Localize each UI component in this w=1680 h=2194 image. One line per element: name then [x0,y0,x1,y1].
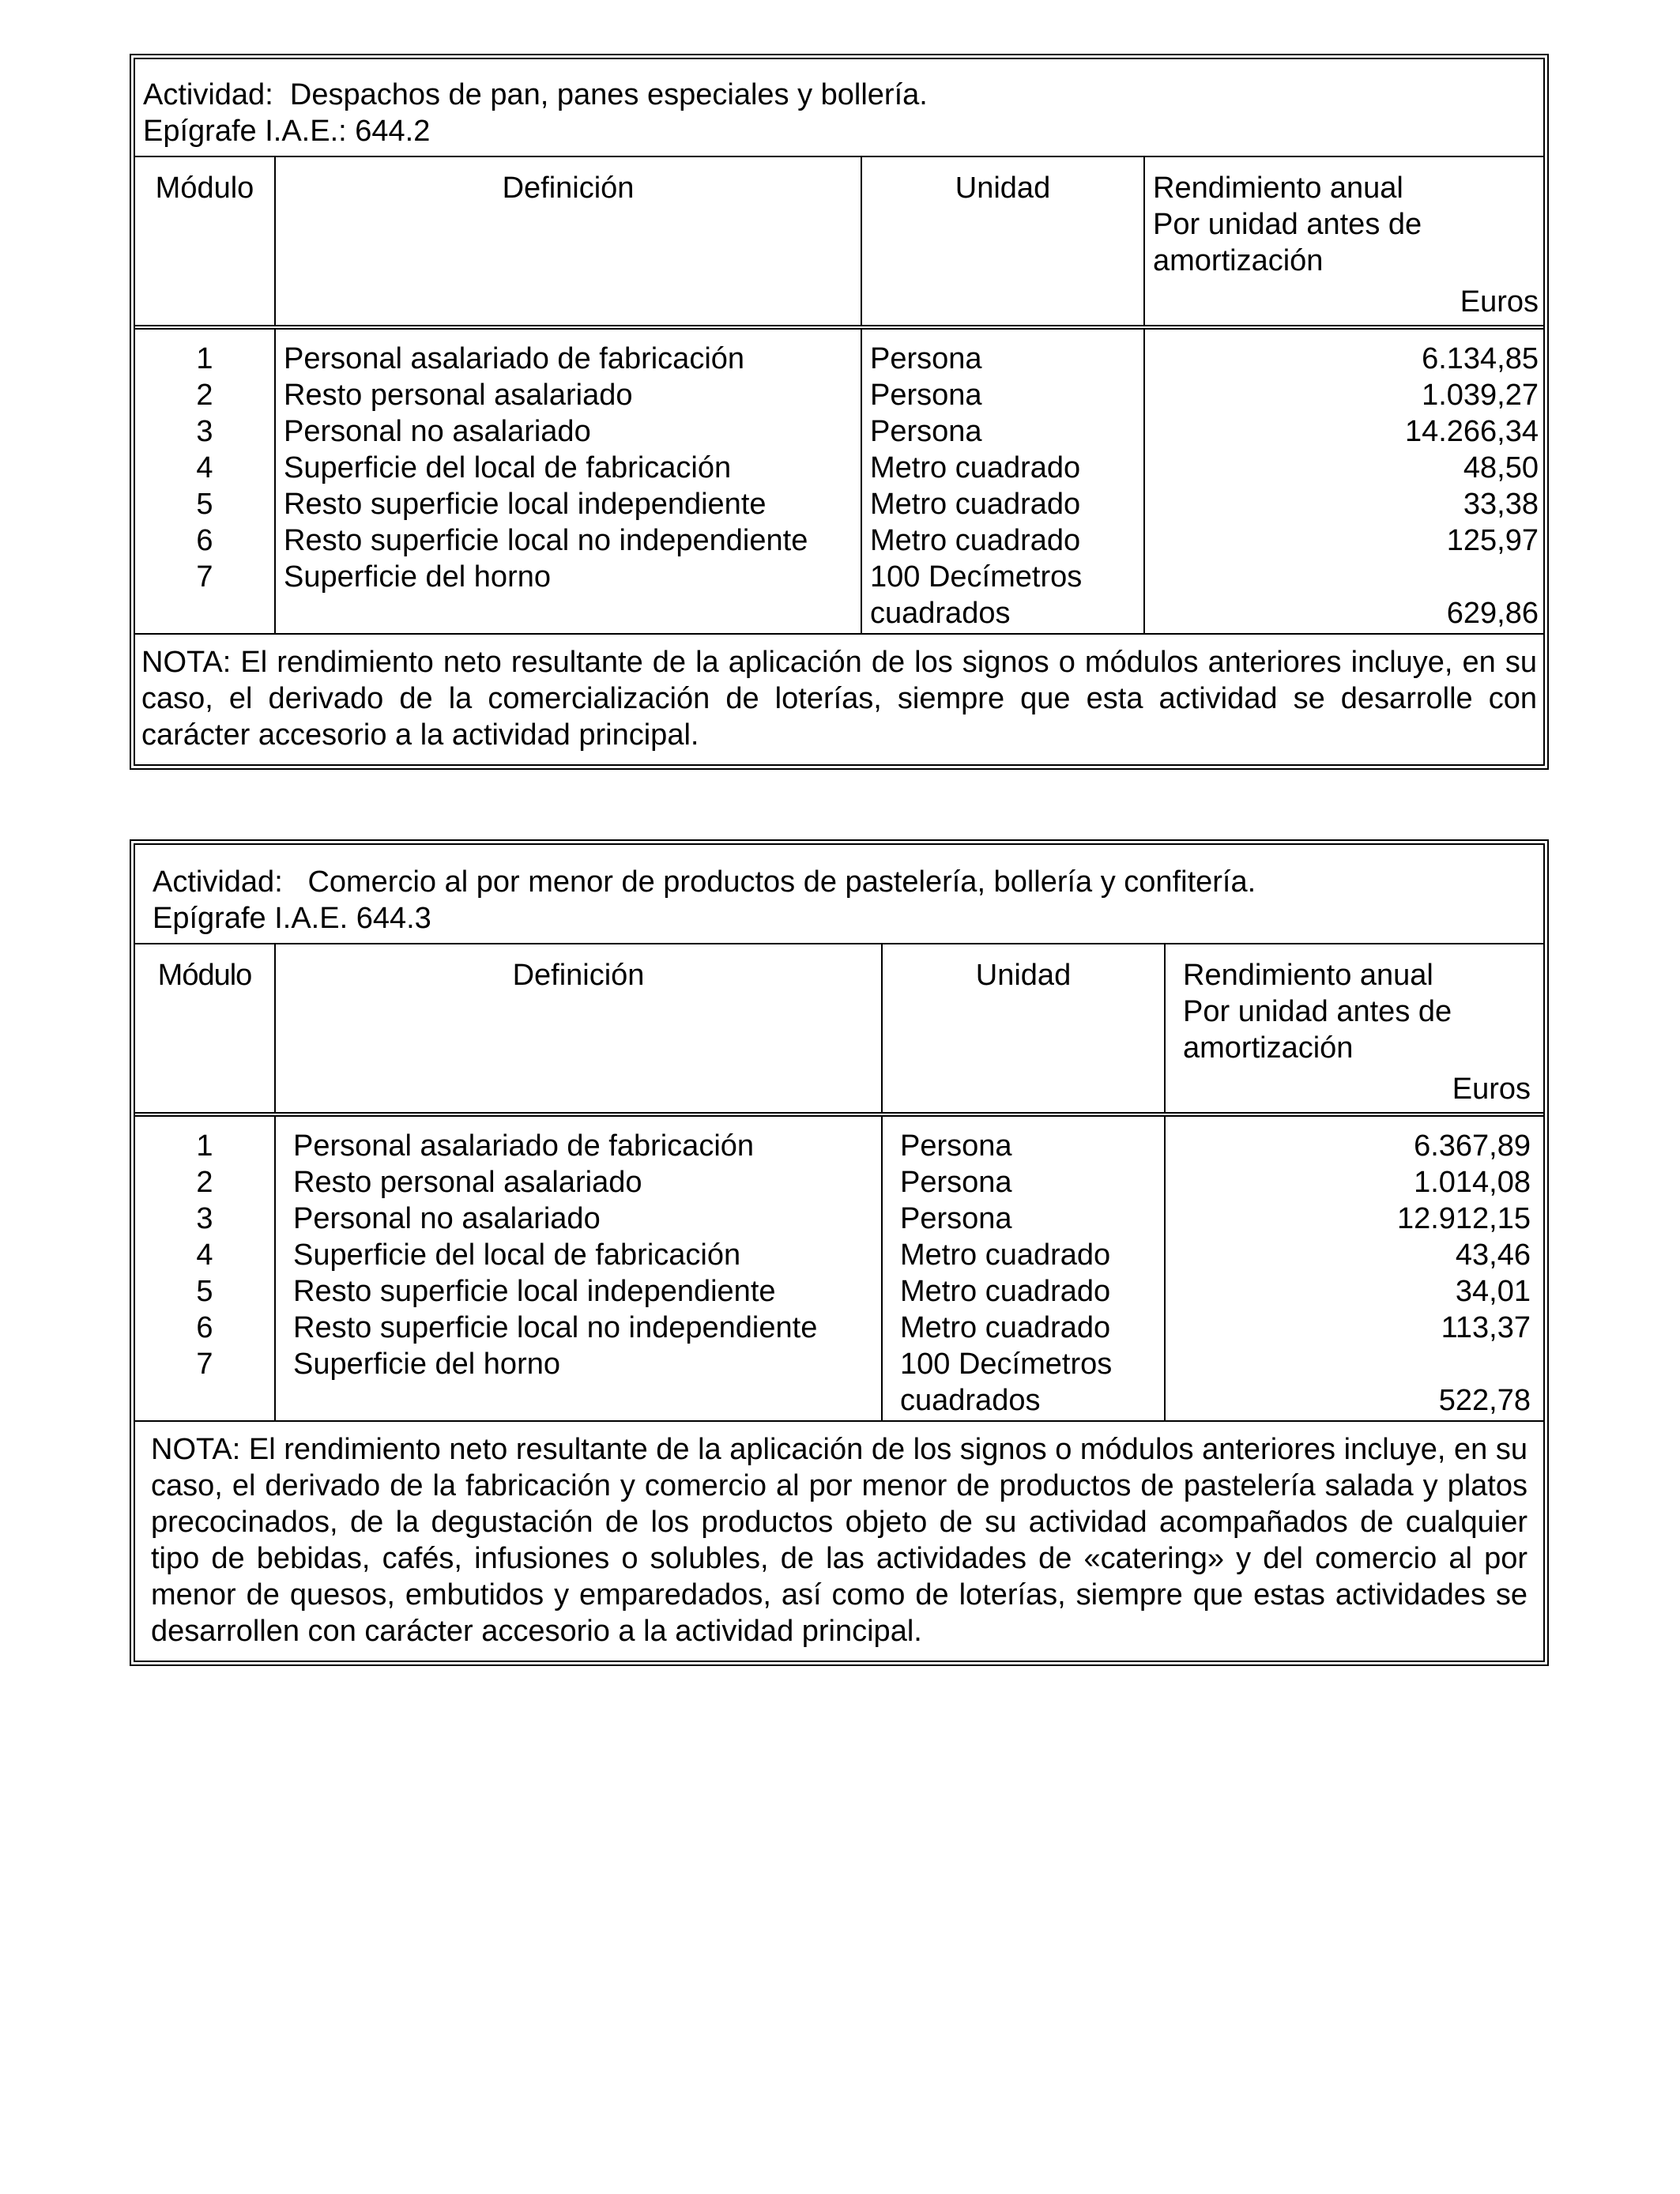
column-rendimiento [1166,1117,1543,1420]
unidad-line2: cuadrados [900,1384,1041,1417]
header-definicion: Definición [276,944,883,1112]
header-rendimiento-line3: amortización [1153,244,1324,277]
table-cell: 2 [196,379,213,412]
table-cell: Personal no asalariado [284,415,591,448]
table-cell: 6.134,85 [1422,342,1539,375]
column-definicion [276,1117,883,1420]
table-body [135,1117,1543,1420]
actividad-text: Despachos de pan, panes especiales y bollería. [289,78,928,111]
table-cell: 2 [196,1166,213,1199]
table-cell: 43,46 [1455,1238,1531,1272]
table-cell: 113,37 [1441,1311,1531,1344]
unidad-line1: 100 Decímetros [870,560,1083,594]
table-cell: Superficie del local de fabricación [284,451,732,484]
table-inner-border [134,58,1545,766]
table-cell: Superficie del local de fabricación [293,1238,741,1272]
table-cell: 14.266,34 [1404,415,1539,448]
table-cell: 1.039,27 [1422,379,1539,412]
table-cell: Personal asalariado de fabricación [293,1129,755,1163]
column-unidad [862,330,1145,633]
table-cell: 6.367,89 [1414,1129,1531,1163]
table-cell: 125,97 [1446,524,1539,557]
table-cell: Metro cuadrado [870,488,1081,521]
actividad-line [153,864,1535,900]
table-cell: 7 [196,560,213,594]
epigrafe-text: Epígrafe I.A.E.: 644.2 [143,115,431,148]
table-cell: 3 [196,1202,213,1235]
table-cell: Persona [900,1202,1012,1235]
table-header-row [135,157,1543,330]
table-cell: Resto superficie local independiente [293,1275,776,1308]
header-rendimiento-line3: amortización [1183,1031,1354,1065]
table-cell [862,559,1143,631]
header-unidad: Unidad [862,157,1145,325]
table-cell: Resto personal asalariado [284,379,633,412]
table-cell: Metro cuadrado [900,1311,1111,1344]
table-inner-border [134,843,1545,1662]
table-cell: Metro cuadrado [900,1238,1111,1272]
table-cell: 1 [196,1129,213,1163]
column-rendimiento [1145,330,1543,633]
module-table-644-3 [130,839,1549,1666]
table-header-row [135,944,1543,1117]
table-cell: 1.014,08 [1414,1166,1531,1199]
table-cell [1166,1346,1543,1419]
table-cell [883,1346,1164,1419]
header-rendimiento-line1: Rendimiento anual [1153,172,1403,205]
table-cell: Personal asalariado de fabricación [284,342,745,375]
table-cell: Persona [900,1166,1012,1199]
table-cell: 4 [196,451,213,484]
header-rendimiento-line1: Rendimiento anual [1183,959,1433,992]
table-cell: 12.912,15 [1396,1202,1531,1235]
header-euros: Euros [1452,1072,1531,1106]
column-definicion [276,330,862,633]
table-body [135,330,1543,633]
table-cell: Metro cuadrado [870,524,1081,557]
column-unidad [883,1117,1166,1420]
table-cell: Persona [870,379,982,412]
table-cell: Resto superficie local no independiente [293,1311,818,1344]
header-rendimiento-line2: Por unidad antes de [1153,208,1422,241]
column-modulo [135,1117,276,1420]
header-rendimiento [1145,157,1543,325]
column-modulo [135,330,276,633]
table-cell: 48,50 [1463,451,1539,484]
header-modulo: Módulo [135,157,276,325]
header-modulo: Módulo [135,944,276,1112]
actividad-line [143,77,1535,113]
table-cell: 34,01 [1455,1275,1531,1308]
table-cell: Persona [870,342,982,375]
header-rendimiento [1166,944,1543,1112]
nota-text: NOTA: El rendimiento neto resultante de la aplicación de los signos o módulos anteriores incluye, en su caso, el derivado de la fabricación y comercio al por menor de productos de pastelería salada y platos precocinados, de la degustación de los productos objeto de su actividad acompañados de cualquier tipo de bebidas, cafés, infusiones o solubles, de las actividades de «catering» y del comercio al por menor de quesos, embutidos y emparedados, así como de loterías, siempre que estas actividades se desarrollen con carácter accesorio a la actividad principal. [135,1420,1543,1661]
unidad-line2: cuadrados [870,597,1011,630]
table-cell: 33,38 [1463,488,1539,521]
table-cell: Resto personal asalariado [293,1166,642,1199]
table-cell [1145,559,1543,631]
actividad-text: Comercio al por menor de productos de pastelería, bollería y confitería. [307,865,1256,899]
table-cell: 6 [196,1311,213,1344]
table-cell: Resto superficie local no independiente [284,524,808,557]
table-cell: 3 [196,415,213,448]
header-rendimiento-line2: Por unidad antes de [1183,995,1452,1028]
table-cell: Persona [900,1129,1012,1163]
header-unidad: Unidad [883,944,1166,1112]
valor-text: 522,78 [1438,1384,1531,1417]
table-cell: 5 [196,1275,213,1308]
epigrafe-text: Epígrafe I.A.E. 644.3 [153,902,431,935]
table-title [135,845,1543,944]
table-cell: Metro cuadrado [870,451,1081,484]
unidad-line1: 100 Decímetros [900,1348,1113,1381]
table-cell: Superficie del horno [293,1348,560,1381]
valor-text: 629,86 [1446,597,1539,630]
table-cell: Personal no asalariado [293,1202,601,1235]
actividad-label: Actividad: [153,865,283,899]
table-title [135,59,1543,157]
table-cell: 5 [196,488,213,521]
table-cell: Resto superficie local independiente [284,488,767,521]
header-definicion: Definición [276,157,862,325]
actividad-label: Actividad: [143,78,273,111]
header-euros: Euros [1460,285,1539,319]
table-cell: 4 [196,1238,213,1272]
nota-text: NOTA: El rendimiento neto resultante de la aplicación de los signos o módulos anteriores incluye, en su caso, el derivado de la comercialización de loterías, siempre que esta actividad se desarrolle con carácter accesorio a la actividad principal. [135,633,1543,764]
table-cell: 7 [196,1348,213,1381]
table-cell: 1 [196,342,213,375]
table-cell: Metro cuadrado [900,1275,1111,1308]
table-cell: 6 [196,524,213,557]
table-cell: Superficie del horno [284,560,551,594]
module-table-644-2 [130,54,1549,770]
table-cell: Persona [870,415,982,448]
